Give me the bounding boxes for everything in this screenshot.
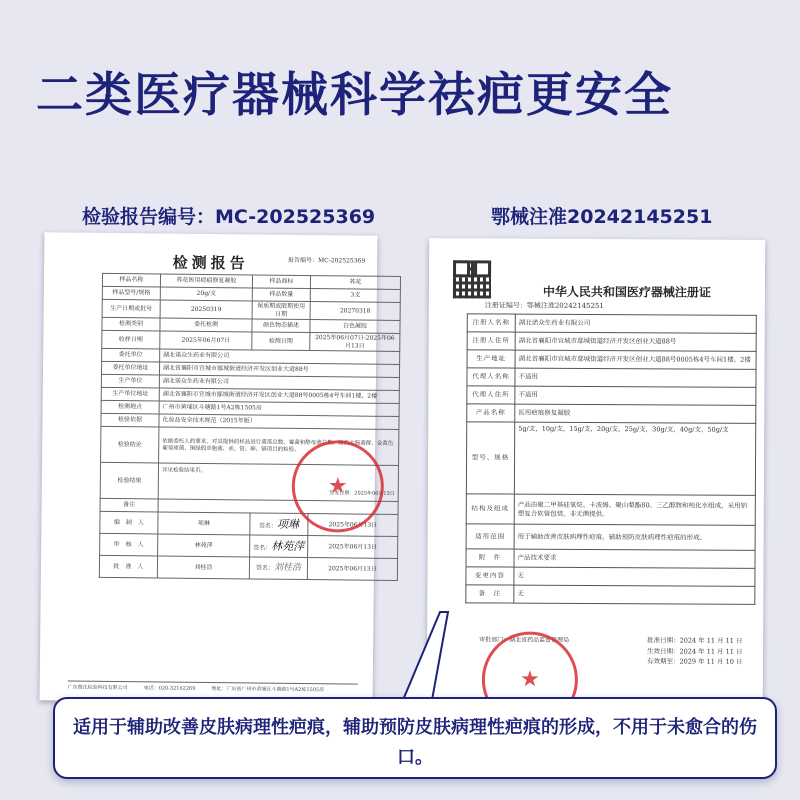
field-value: 用于辅助改善皮肤病理性疤痕，辅助预防皮肤病理性疤痕的形成。 — [514, 524, 755, 550]
signer-name: 刘桂浩 — [157, 556, 249, 579]
field-label: 委托单位地址 — [101, 361, 159, 375]
signer-name: 项琳 — [158, 512, 250, 535]
field-label: 备 注 — [466, 585, 514, 603]
field-value: 无 — [514, 567, 755, 586]
field-value: 2025年06月07日-2025年06月13日 — [310, 333, 400, 352]
field-value: 不适用 — [515, 368, 756, 387]
field-label: 附 件 — [466, 549, 514, 567]
field-label: 代理人住所 — [467, 386, 515, 404]
field-label: 检测日期 — [252, 332, 310, 351]
field-label: 检测类别 — [102, 317, 160, 331]
issue-date-note: 签发日期：2025年06月13日 — [329, 490, 395, 497]
certificate-row — [466, 549, 755, 569]
field-value: 2025年06月07日 — [160, 331, 252, 350]
field-value: 湖北省襄阳市宜城市鄢城街道经济开发区创业大道88号 — [159, 362, 399, 378]
handwritten-signature: 项琳 — [276, 517, 299, 531]
field-label: 检验结果 — [100, 462, 158, 499]
signer-date: 2025年06月13日 — [308, 536, 398, 559]
signer-date: 2025年06月13日 — [307, 558, 397, 581]
certificate-dates — [647, 635, 743, 668]
field-label: 代理人名称 — [467, 368, 515, 386]
page-headline: 二类医疗器械科学祛疤更安全 — [36, 68, 673, 123]
certificate-date-line: 生效日期：2024 年 11 月 11 日 — [647, 646, 743, 656]
certificate-row — [466, 524, 755, 551]
field-value: 5g/支，10g/支，15g/支，20g/支，25g/支，30g/支，40g/支，50g/支 — [514, 422, 755, 495]
seal-star-icon: ★ — [327, 473, 348, 499]
report-table — [99, 273, 401, 581]
field-label: 注册人住所 — [467, 332, 515, 350]
certificate-date-line: 批准日期：2024 年 11 月 11 日 — [647, 636, 743, 645]
field-value: 依据委托人的要求，对其提供的样品进行菌落总数、霉菌和酵母菌总数、耐热大肠菌群、金黄色葡萄球菌、铜绿假单胞菌、汞、铅、砷、镉项目的检验。 — [159, 427, 399, 466]
field-label: 检验结论 — [101, 426, 159, 463]
field-label: 注册人名称 — [467, 314, 515, 332]
certificate-row — [467, 332, 756, 352]
field-value: 20g/支 — [160, 287, 252, 301]
field-label: 样品数量 — [252, 288, 310, 302]
certificate-row — [467, 404, 756, 424]
signature-cell: 签名：项琳 — [250, 513, 308, 536]
signer-role: 审 核 人 — [100, 533, 158, 556]
signer-name: 林苑萍 — [158, 534, 250, 557]
certificate-row — [467, 314, 756, 334]
field-label: 变更内容 — [466, 567, 514, 585]
field-label: 委托单位 — [102, 348, 160, 362]
registration-number-caption: 鄂械注准20242145251 — [491, 206, 713, 228]
field-label: 产品名称 — [467, 404, 515, 422]
field-value: 产品由聚二甲基硅氧烷、卡波姆、聚山梨酯80、三乙醇胺和纯化水组成，采用铝塑复合软管包装。非无菌提供。 — [514, 494, 755, 525]
report-title: 检测报告 — [172, 253, 249, 273]
signer-date: 2025年06月13日 — [308, 514, 398, 537]
signature-cell: 签名：林苑萍 — [250, 535, 308, 558]
result-text: 详见检验结果页。 — [161, 467, 207, 474]
seal-star-icon: ★ — [519, 667, 540, 693]
certificate-row — [467, 386, 756, 406]
field-label: 结构及组成 — [466, 494, 514, 524]
field-value: 不适用 — [515, 386, 756, 405]
field-value: 湖北诺众生药业有限公司 — [159, 375, 399, 391]
signer-row — [99, 555, 397, 580]
certificate-reg-number: 注册证编号：鄂械注准20242145251 — [484, 301, 604, 311]
field-value: 荞花医用疤痕修复凝胶 — [160, 274, 252, 288]
certificate-title: 中华人民共和国医疗器械注册证 — [542, 284, 711, 300]
field-label: 颜色物态描述 — [252, 319, 310, 333]
field-label: 型号、规格 — [466, 422, 514, 494]
field-value: 湖北诺众生药业有限公司 — [160, 349, 400, 365]
signer-role: 批 准 人 — [99, 555, 157, 578]
inspection-report-document — [40, 232, 395, 703]
field-label: 生产单位 — [101, 374, 159, 388]
field-value: 湖北省襄阳市宜城市鄢城街道经济开发区创业大道88号0005栋4号车间1楼、2楼 — [515, 350, 756, 369]
field-value: 委托检测 — [160, 318, 252, 332]
usage-callout: 适用于辅助改善皮肤病理性疤痕，辅助预防皮肤病理性疤痕的形成，不用于未愈合的伤口。 — [53, 697, 777, 779]
handwritten-signature: 刘桂浩 — [273, 562, 302, 573]
field-label: 适用范围 — [466, 524, 514, 549]
footer-text: 电话：020-32162269 — [143, 685, 196, 692]
field-label: 样品名称 — [102, 273, 160, 287]
report-number-caption: 检验报告编号：MC-202525369 — [82, 206, 376, 228]
field-value: 湖北诺众生药业有限公司 — [515, 314, 756, 333]
field-label: 生产单位地址 — [101, 387, 159, 401]
certificate-row — [467, 350, 756, 370]
footer-text: 地址：广东省广州市黄埔区斗塘路1号A2栋1505房 — [211, 686, 325, 694]
field-value: 荞花 — [310, 276, 400, 290]
field-value: 湖北省襄阳市宜城市鄢城街道经济开发区创业大道88号 — [515, 332, 756, 351]
field-value: 医用疤痕修复凝胶 — [515, 404, 756, 423]
field-value: 20270318 — [310, 302, 400, 321]
certificate-table — [465, 313, 757, 605]
certificate-authority: 审批部门：湖北省药品监督管理局 — [479, 636, 570, 644]
field-label: 生产日期或批号 — [102, 299, 160, 318]
handwritten-signature: 林苑萍 — [271, 539, 305, 553]
signature-cell: 签名：刘桂浩 — [249, 557, 307, 580]
certificate-row — [466, 567, 755, 587]
certificate-row — [466, 585, 755, 605]
field-label: 样品型号/规格 — [102, 286, 160, 300]
field-value: 无 — [514, 585, 755, 604]
certificate-date-line: 有效期至：2029 年 11 月 10 日 — [646, 657, 743, 667]
field-label: 生产地址 — [467, 350, 515, 368]
signer-role: 编 制 人 — [100, 511, 158, 534]
registration-certificate-document — [427, 238, 765, 702]
field-label: 备注 — [100, 498, 158, 512]
inspection-seal — [291, 440, 384, 533]
field-label: 保质期或限期使用日期 — [252, 301, 310, 320]
certificate-row — [466, 422, 755, 496]
qr-code-icon — [453, 260, 491, 298]
field-label: 检验依据 — [101, 413, 159, 427]
signer-row — [100, 533, 398, 558]
field-value: 化妆品安全技术规范（2015年版） — [159, 414, 399, 430]
field-label: 收样日期 — [102, 330, 160, 349]
certificate-row — [467, 368, 756, 388]
field-value: 产品技术要求 — [514, 549, 755, 568]
field-label: 样品商标 — [252, 275, 310, 289]
footer-text: 广东微化检验科技有限公司 — [67, 684, 128, 692]
report-code: 报告编号：MC-202525369 — [288, 256, 366, 265]
field-value: 湖北省襄阳市宜城市鄢城街道经济开发区创业大道88号0005栋4号车间1楼、2楼 — [159, 388, 399, 404]
field-value: 20250319 — [160, 300, 252, 319]
report-footer — [68, 681, 358, 694]
field-label: 检测地点 — [101, 400, 159, 414]
field-value: 白色凝胶 — [310, 320, 400, 334]
field-value: 广州市黄埔区斗塘路1号A2栋1505房 — [159, 401, 399, 417]
field-value: 3支 — [310, 289, 400, 303]
certificate-row — [466, 494, 755, 526]
